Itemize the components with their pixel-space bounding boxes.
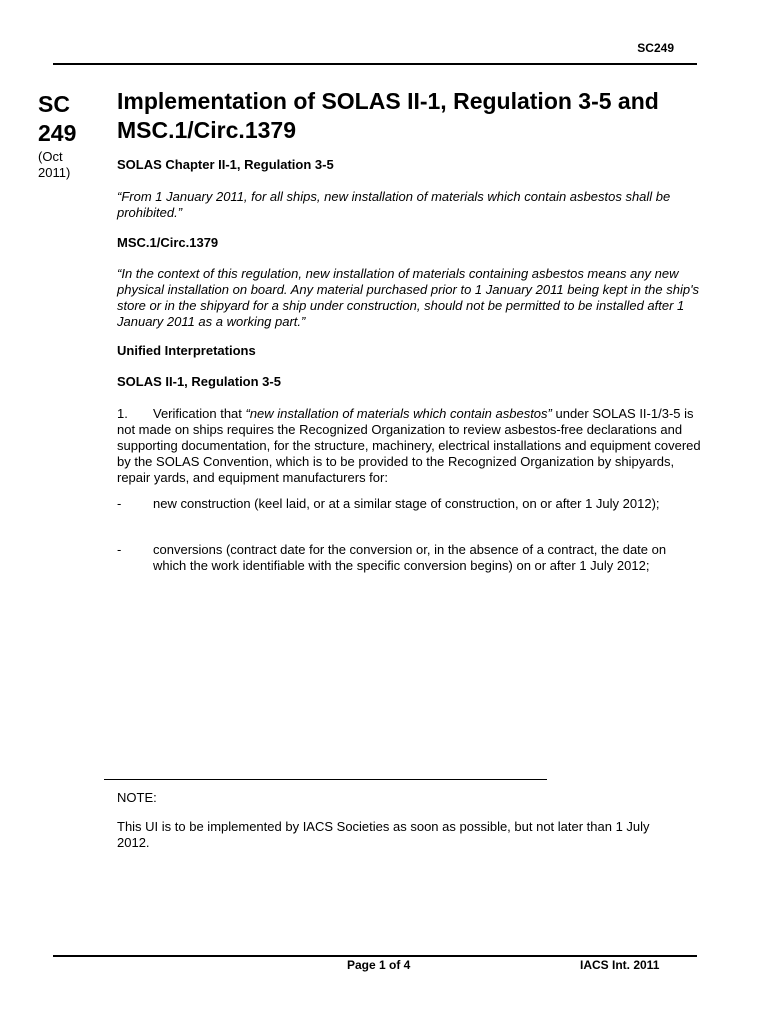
- footer-rule: [53, 955, 697, 957]
- list-item: [117, 496, 701, 512]
- paragraph-quoted: “new installation of materials which contain asbestos”: [245, 406, 552, 421]
- side-document-number: SC 249: [38, 91, 77, 146]
- page-title: Implementation of SOLAS II-1, Regulation 3-5 and MSC.1/Circ.1379: [117, 88, 659, 143]
- circular-quote: “In the context of this regulation, new installation of materials containing asbestos means any new physical installation on board. Any material purchased prior to 1 January 2011 being kept in the ship's store or in the shipyard for a ship under construction, should not be permitted to be installed after 1 January 2011 as a working part.”: [117, 266, 700, 329]
- section-heading-unified-interpretations: Unified Interpretations: [117, 343, 256, 358]
- list-dash: -: [117, 542, 122, 557]
- footer-copyright: IACS Int. 2011: [580, 958, 660, 972]
- section-heading-solas-regulation: SOLAS II-1, Regulation 3-5: [117, 374, 281, 389]
- regulation-quote: “From 1 January 2011, for all ships, new installation of materials which contain asbestos shall be prohibited.”: [117, 189, 671, 220]
- page-number: Page 1 of 4: [347, 958, 411, 972]
- note-label: NOTE:: [117, 790, 157, 805]
- list-item: [117, 542, 701, 574]
- list-dash: -: [117, 496, 122, 511]
- header-rule: [53, 63, 697, 65]
- paragraph-rest: under SOLAS II-1/3-5 is not made on ships requires the Recognized Organization to review asbestos-free declarations and supporting documentation, for the structure, machinery, electrical installations and equipment covered by the SOLAS Convention, which is to be provided to the Recognized Organization by shipyards, repair yards, and equipment manufacturers for:: [117, 406, 701, 485]
- section-heading-solas-chapter: SOLAS Chapter II-1, Regulation 3-5: [117, 157, 334, 172]
- document-code: SC249: [637, 41, 674, 55]
- paragraph-1: [117, 406, 701, 486]
- paragraph-number: 1.: [117, 406, 128, 421]
- section-heading-msc-circ: MSC.1/Circ.1379: [117, 235, 219, 250]
- list-item-text: new construction (keel laid, or at a similar stage of construction, on or after 1 July 2012);: [153, 496, 660, 511]
- side-document-date: (Oct 2011): [38, 149, 71, 180]
- footnote-rule: [104, 779, 547, 780]
- list-item-text: conversions (contract date for the conversion or, in the absence of a contract, the date on which the work identifiable with the specific conversion begins) on or after 1 July 2012;: [153, 542, 667, 573]
- paragraph-lead: Verification that: [153, 406, 246, 421]
- note-text: This UI is to be implemented by IACS Societies as soon as possible, but not later than 1 July 2012.: [117, 819, 650, 850]
